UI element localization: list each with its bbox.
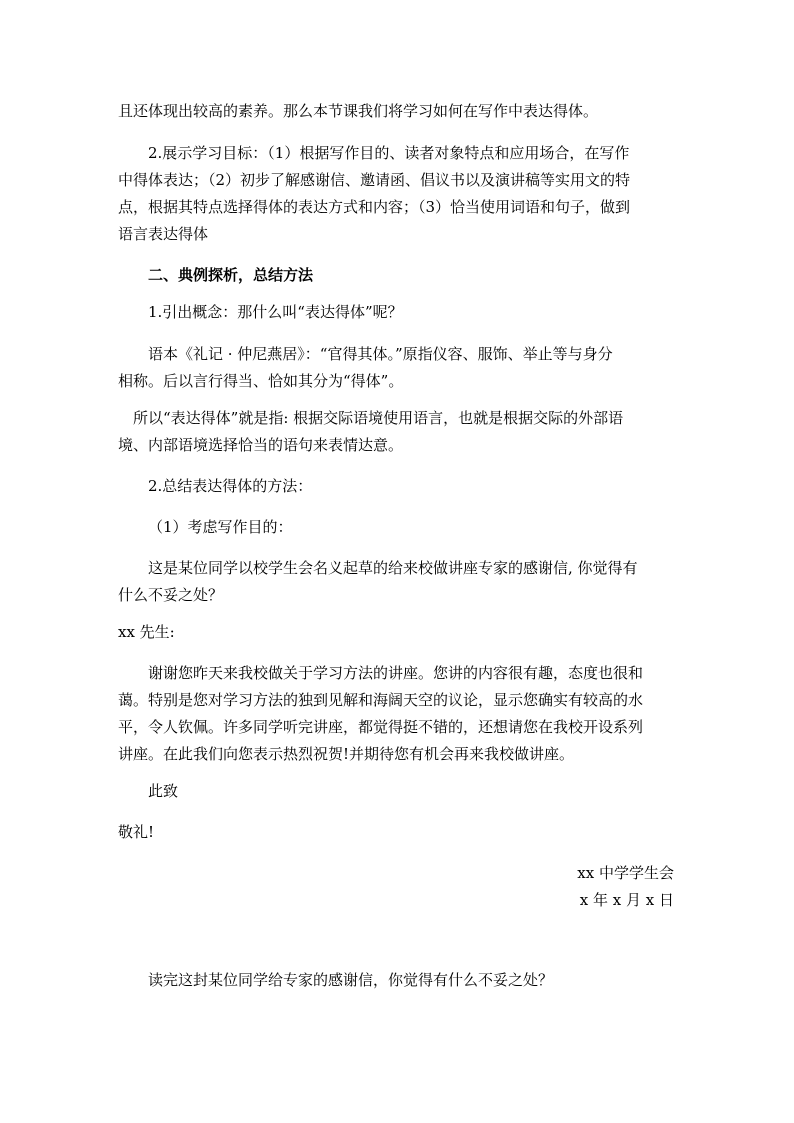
letter-closing: 此致: [148, 782, 179, 800]
paragraph-line: 且还体现出较高的素养。那么本节课我们将学习如何在写作中表达得体。: [118, 102, 599, 120]
learning-goals-line: 点，根据其特点选择得体的表达方式和内容；（3）恰当使用词语和句子，做到: [118, 198, 631, 216]
paragraph-line: 语本《礼记 · 仲尼燕居》：“官得其体。”原指仪容、服饰、举止等与身分: [148, 345, 613, 363]
learning-goals-line: 中得体表达；（2）初步了解感谢信、邀请函、倡议书以及演讲稿等实用文的特: [118, 171, 631, 189]
paragraph-line: 1.引出概念：那什么叫“表达得体”呢？: [148, 303, 403, 321]
letter-closing-salute: 敬礼!: [118, 823, 155, 841]
letter-body-line: 讲座。在此我们向您表示热烈祝贺!并期待您有机会再来我校做讲座。: [118, 745, 575, 763]
letter-body-line: 谢谢您昨天来我校做关于学习方法的讲座。您讲的内容很有趣，态度也很和: [148, 664, 644, 682]
letter-body-line: 平，令人钦佩。许多同学听完讲座，都觉得挺不错的，还想请您在我校开设系列: [118, 718, 644, 736]
paragraph-line: （1）考虑写作目的：: [148, 518, 293, 536]
question-line: 读完这封某位同学给专家的感谢信，你觉得有什么不妥之处？: [148, 971, 554, 989]
letter-body-line: 蔼。特别是您对学习方法的独到见解和海阔天空的议论，显示您确实有较高的水: [118, 691, 644, 709]
paragraph-line: 2.总结表达得体的方法：: [148, 477, 313, 495]
letter-salutation: xx 先生:: [118, 623, 175, 641]
paragraph-line: 所以“表达得体”就是指: 根据交际语境使用语言，也就是根据交际的外部语: [133, 409, 624, 427]
section-heading: 二、典例探析，总结方法: [148, 266, 314, 284]
paragraph-line: 这是某位同学以校学生会名义起草的给来校做讲座专家的感谢信, 你觉得有: [148, 559, 638, 577]
letter-signature: xx 中学学生会: [577, 864, 674, 882]
learning-goals-line: 语言表达得体: [118, 225, 209, 243]
paragraph-line: 相称。后以言行得当、恰如其分为“得体”。: [118, 372, 404, 390]
paragraph-line: 境、内部语境选择恰当的语句来表情达意。: [118, 436, 404, 454]
learning-goals-line: 2.展示学习目标：（1）根据写作目的、读者对象特点和应用场合，在写作: [148, 144, 630, 162]
letter-date: x 年 x 月 x 日: [579, 891, 674, 909]
paragraph-line: 什么不妥之处？: [118, 586, 224, 604]
